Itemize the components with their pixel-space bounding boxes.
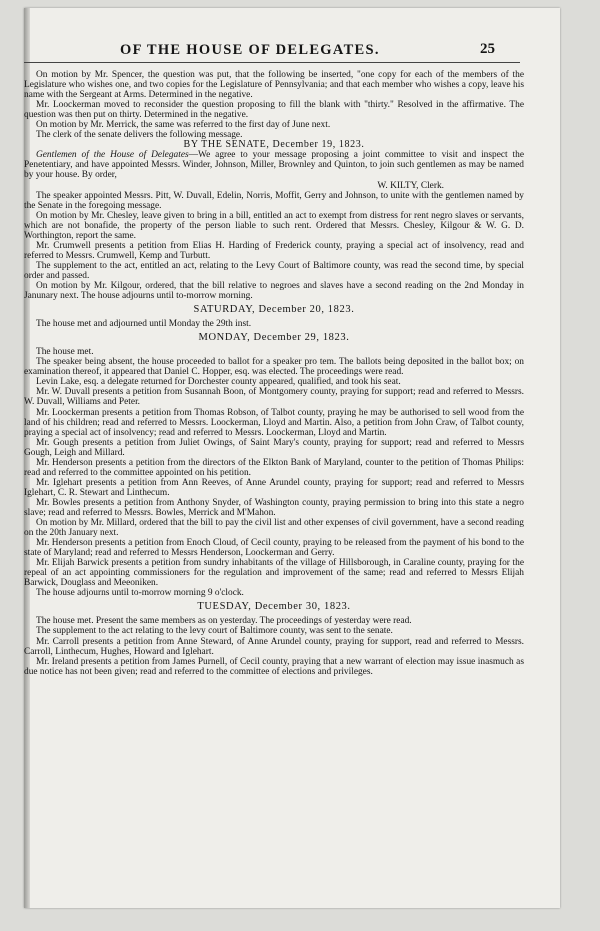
journal-paragraph: The house met. [36, 347, 94, 358]
journal-paragraph: The supplement to the act, entitled an act, relating to the Levy Court of Baltimore county, was read the second time, by special order and passed. [24, 260, 524, 281]
journal-paragraph: The supplement to the act relating to the levy court of Baltimore county, was sent to the senate. [36, 626, 393, 637]
journal-paragraph: Mr. Bowles presents a petition from Anthony Snyder, of Washington county, praying permission to bring into this state a negro slave; read and referred to Messrs. Bowles, Merrick and M'Mahon. [24, 497, 524, 518]
day-heading: SATURDAY, December 20, 1823. [193, 304, 355, 316]
day-heading: MONDAY, December 29, 1823. [198, 332, 350, 344]
journal-paragraph: On motion by Mr. Kilgour, ordered, that the bill relative to negroes and slaves have a second reading on the 2nd Monday in Janunary next. The house adjourns until to-morrow morning. [24, 280, 524, 302]
journal-paragraph: Mr. W. Duvall presents a petition from Susannah Boon, of Montgomery county, praying for support; read and referred to Messrs. W. Duvall, Williams and Peter. [24, 387, 524, 408]
journal-body [24, 70, 524, 677]
journal-paragraph: On motion by Mr. Merrick, the same was referred to the first day of June next. [36, 120, 331, 131]
header-rule [24, 62, 520, 63]
journal-paragraph: The clerk of the senate delivers the following message. [36, 130, 243, 141]
senate-message-paragraph [24, 150, 524, 180]
clerk-signature: W. KILTY, Clerk. [377, 180, 444, 191]
message-salutation: Gentlemen of the House of Delegates [36, 150, 189, 161]
journal-paragraph: Mr. Elijah Barwick presents a petition from sundry inhabitants of the village of Hillsborough, in Caraline county, praying for the repeal of an act appointing commissioners for the regulation and improvement of the same; read and referred to Messrs Elijah Barwick, Douglass and Meeoniken. [24, 558, 524, 589]
journal-paragraph: Mr. Gough presents a petition from Juliet Owings, of Saint Mary's county, praying for support; read and referred to Messrs Gough, Leigh and Millard. [24, 437, 524, 458]
journal-paragraph: Mr. Henderson presents a petition from Enoch Cloud, of Cecil county, praying to be released from the payment of his bond to the state of Maryland; read and referred to Messrs Henderson, Loockerman and Gerry. [24, 538, 524, 559]
journal-paragraph: Mr. Iglehart presents a petition from Ann Reeves, of Anne Arundel county, praying for support; read and referred to Messrs Iglehart, C. R. Stewart and Linthecum. [24, 477, 524, 498]
journal-paragraph: The house met. Present the same members as on yesterday. The proceedings of yesterday were read. [36, 616, 412, 627]
page-header [0, 42, 560, 62]
message-text: —We agree to your message proposing a joint committee to visit and inspect the Penetentiary, and have appointed Messrs. Winder, Johnson, Miller, Brownley and Quinton, to join such gentlemen as may be named by your house. By order, [24, 150, 524, 181]
running-title: OF THE HOUSE OF DELEGATES. [120, 42, 380, 58]
day-heading: TUESDAY, December 30, 1823. [197, 601, 351, 613]
journal-paragraph: Mr. Carroll presents a petition from Anne Steward, of Anne Arundel county, praying for support, read and referred to Messrs. Carroll, Linthecum, Hughes, Howard and Iglehart. [24, 636, 524, 657]
journal-paragraph: Mr. Henderson presents a petition from the directors of the Elkton Bank of Maryland, counter to the petition of Thomas Philips: read and referred to the committee appointed on his petition. [24, 457, 524, 478]
journal-paragraph: On motion by Mr. Chesley, leave given to bring in a bill, entitled an act to exempt from distress for rent negro slaves or servants, which are not bonafide, the property of the person liable to such rent. Ordered that Messrs. Chesley, Kilgour & W. G. D. Worthington, report the same. [24, 210, 524, 241]
journal-paragraph: Mr. Loockerman moved to reconsider the question proposing to fill the blank with "thirty." Resolved in the affirmative. The question was then put on thirty. Determined in the negative. [24, 100, 524, 121]
journal-paragraph: On motion by Mr. Spencer, the question was put, that the following be inserted, "one copy for each of the members of the Legislature who wishes one, and two copies for the Legislature of Pennsylvania; and that each member who wishes a copy, leave his name with the Sergeant at Arms. Determined in the negative. [24, 70, 524, 101]
journal-paragraph: Mr. Ireland presents a petition from James Purnell, of Cecil county, praying that a new warrant of election may issue inasmuch as due notice has not been given; read and referred to the committee of elections and privileges. [24, 656, 524, 677]
journal-paragraph: The house met and adjourned until Monday the 29th inst. [36, 319, 252, 330]
journal-paragraph: Levin Lake, esq. a delegate returned for Dorchester county appeared, qualified, and took his seat. [36, 377, 401, 388]
senate-message-heading: BY THE SENATE, December 19, 1823. [183, 139, 365, 151]
journal-paragraph: On motion by Mr. Millard, ordered that the bill to pay the civil list and other expenses of civil government, have a second reading on the 20th January next. [24, 518, 524, 539]
page-number: 25 [480, 41, 495, 57]
journal-paragraph: Mr. Loockerman presents a petition from Thomas Robson, of Talbot county, praying he may be authorised to sell wood from the land of his children; read and referred to Messrs. Loockerman, Lloyd and Martin. Also, a petition from John Craw, of Talbot county, praying a special act of insolvency; read and referred to Messrs. Loockerman, Lloyd and Martin. [24, 407, 524, 438]
journal-paragraph: The speaker being absent, the house proceeded to ballot for a speaker pro tem. The ballots being deposited in the ballot box; on examination thereof, it appeared that Daniel C. Hopper, esq. was elected. The proceedings were read. [24, 357, 524, 378]
journal-paragraph: The speaker appointed Messrs. Pitt, W. Duvall, Edelin, Norris, Moffit, Gerry and Johnson, to unite with the gentlemen named by the Senate in the foregoing message. [24, 190, 524, 211]
journal-paragraph: The house adjourns until to-morrow morning 9 o'clock. [36, 588, 244, 599]
journal-paragraph: Mr. Crumwell presents a petition from Elias H. Harding of Frederick county, praying a special act of insolvency, read and referred to Messrs. Crumwell, Kemp and Turbutt. [24, 240, 524, 261]
